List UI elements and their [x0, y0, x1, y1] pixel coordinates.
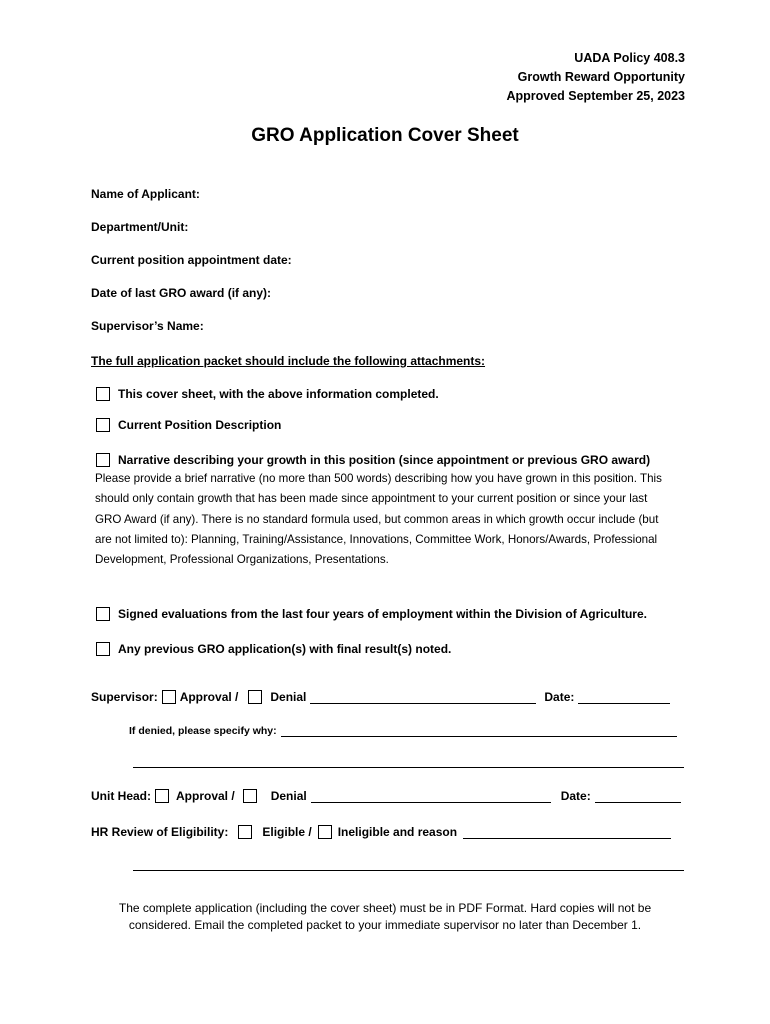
checklist-label: Narrative describing your growth in this position (since appointment or previous GRO award) — [118, 453, 651, 467]
checklist-item-previous-applications — [96, 642, 451, 656]
supervisor-decision-row — [91, 690, 670, 704]
date-label: Date: — [544, 690, 575, 704]
last-gro-award-label: Date of last GRO award (if any): — [91, 286, 272, 300]
supervisor-label: Supervisor: — [91, 690, 158, 704]
denial-reason-line[interactable] — [281, 724, 677, 737]
ineligible-checkbox[interactable] — [318, 825, 332, 839]
supervisor-name-label: Supervisor’s Name: — [91, 319, 204, 333]
narrative-instructions: Please provide a brief narrative (no more than 500 words) describing how you have grown in this position. This should only contain growth that has been made since appointment to your current position or since your last GRO Award (if any). There is no standard formula used, but common areas in which growth occur include (but are not limited to): Planning, Training/Assistance, Innovations, Committee Work, Honors/Awards, Professional Development, Professional Organizations, Presentations. — [95, 472, 662, 567]
supervisor-approval-checkbox[interactable] — [162, 690, 176, 704]
checklist-item-evaluations — [96, 607, 647, 621]
checklist-label: Any previous GRO application(s) with final result(s) noted. — [118, 642, 452, 656]
attachments-heading: The full application packet should include the following attachments: — [91, 354, 486, 368]
policy-header — [506, 49, 685, 106]
checklist-label: Signed evaluations from the last four years of employment within the Division of Agriculture. — [118, 607, 647, 621]
denial-reason-label: If denied, please specify why: — [129, 724, 277, 737]
hr-review-label: HR Review of Eligibility: — [91, 825, 229, 839]
unit-head-approval-checkbox[interactable] — [155, 789, 169, 803]
policy-approved-date: Approved September 25, 2023 — [506, 89, 685, 103]
unit-head-date-line[interactable] — [595, 790, 681, 803]
appointment-date-label: Current position appointment date: — [91, 253, 292, 267]
submission-instructions — [0, 900, 770, 934]
supervisor-signature-line[interactable] — [310, 691, 536, 704]
eligible-label: Eligible / — [262, 825, 312, 839]
checkbox[interactable] — [96, 642, 110, 656]
approval-label: Approval / — [176, 789, 235, 803]
hr-review-row — [91, 825, 671, 839]
checklist-label: Current Position Description — [118, 418, 282, 432]
approval-label: Approval / — [179, 690, 239, 704]
checkbox[interactable] — [96, 387, 110, 401]
department-label: Department/Unit: — [91, 220, 189, 234]
page-title: GRO Application Cover Sheet — [251, 125, 519, 146]
policy-name: Growth Reward Opportunity — [517, 70, 685, 84]
checklist-item-position-description — [96, 418, 281, 432]
checklist-label: This cover sheet, with the above information completed. — [118, 387, 439, 401]
submission-instructions-line-2: considered. Email the completed packet to your immediate supervisor no later than December 1. — [128, 918, 642, 932]
unit-head-denial-checkbox[interactable] — [243, 789, 257, 803]
unit-head-signature-line[interactable] — [311, 790, 551, 803]
policy-number: UADA Policy 408.3 — [574, 51, 685, 65]
checkbox[interactable] — [96, 607, 110, 621]
unit-head-label: Unit Head: — [91, 789, 151, 803]
date-label: Date: — [560, 789, 591, 803]
checkbox[interactable] — [96, 453, 110, 467]
denial-label: Denial — [270, 789, 307, 803]
eligible-checkbox[interactable] — [238, 825, 252, 839]
supervisor-date-line[interactable] — [578, 691, 670, 704]
checkbox[interactable] — [96, 418, 110, 432]
denial-reason-line-2[interactable] — [133, 767, 684, 768]
checklist-item-narrative — [96, 453, 650, 467]
unit-head-decision-row — [91, 789, 681, 803]
submission-instructions-line-1: The complete application (including the cover sheet) must be in PDF Format. Hard copies will not be — [118, 901, 652, 915]
checklist-item-cover-sheet — [96, 387, 439, 401]
applicant-name-label: Name of Applicant: — [91, 187, 200, 201]
ineligible-label: Ineligible and reason — [337, 825, 458, 839]
supervisor-denial-checkbox[interactable] — [248, 690, 262, 704]
ineligible-reason-line-2[interactable] — [133, 870, 684, 871]
ineligible-reason-line[interactable] — [463, 826, 671, 839]
denial-label: Denial — [270, 690, 307, 704]
denial-reason-row — [129, 724, 677, 737]
